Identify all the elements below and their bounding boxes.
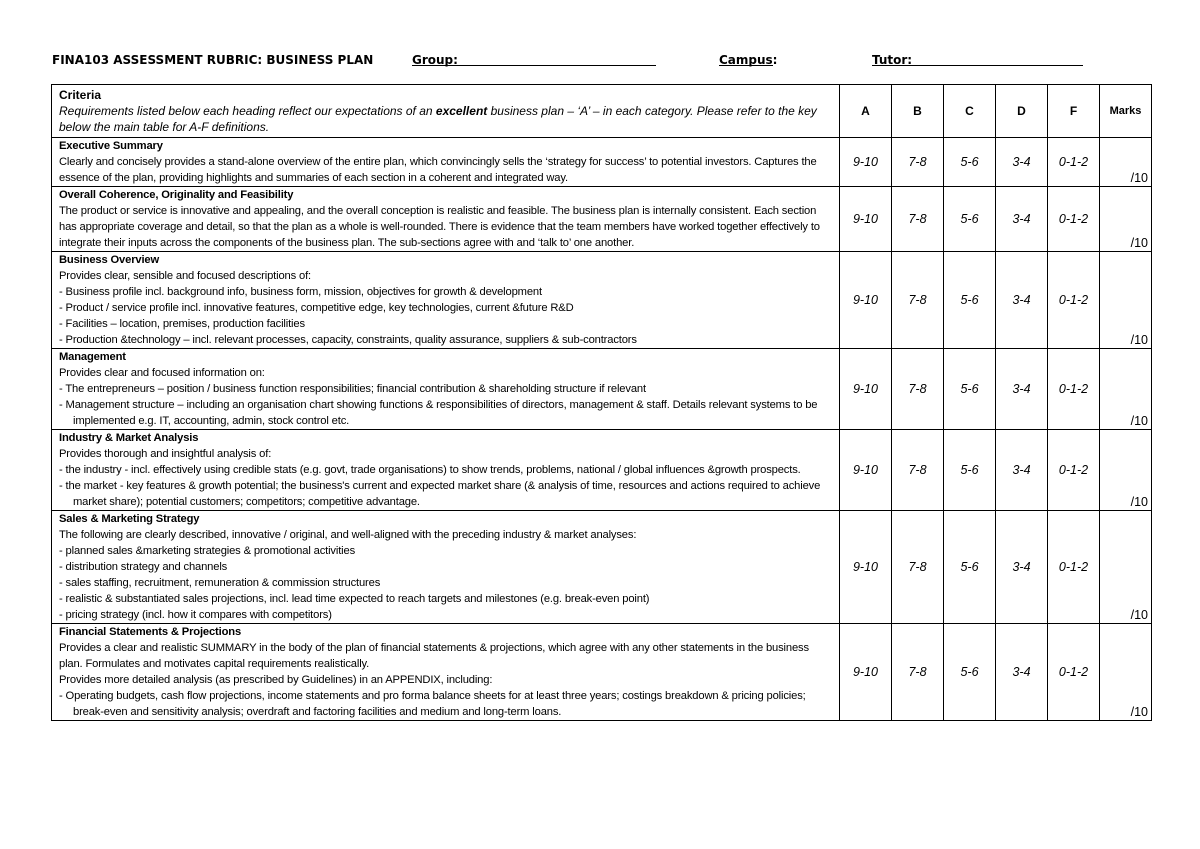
marks-cell[interactable]: /10	[1100, 430, 1152, 511]
marks-cell[interactable]: /10	[1100, 138, 1152, 187]
criteria-title: Industry & Market Analysis	[59, 432, 199, 444]
score-range-a: 9-10	[840, 138, 892, 187]
score-range-b: 7-8	[892, 511, 944, 624]
criteria-cell	[52, 430, 840, 511]
grade-header-d: D	[996, 85, 1048, 138]
score-range-b: 7-8	[892, 349, 944, 430]
campus-blank-line[interactable]	[719, 53, 773, 66]
criteria-bullet: - Business profile incl. background info, business form, mission, objectives for growth & development	[59, 286, 542, 298]
criteria-row	[52, 252, 1152, 349]
score-range-d: 3-4	[996, 624, 1048, 721]
criteria-cell	[52, 624, 840, 721]
criteria-row	[52, 624, 1152, 721]
marks-header: Marks	[1100, 85, 1152, 138]
criteria-bullet: - realistic & substantiated sales projections, incl. lead time expected to reach targets and milestones (e.g. break-even point)	[59, 593, 650, 605]
criteria-header: Criteria	[59, 88, 102, 102]
score-range-b: 7-8	[892, 138, 944, 187]
score-range-b: 7-8	[892, 624, 944, 721]
marks-cell[interactable]: /10	[1100, 252, 1152, 349]
score-range-b: 7-8	[892, 187, 944, 252]
criteria-intro-text: Requirements listed below each heading reflect our expectations of an	[59, 104, 436, 118]
score-range-d: 3-4	[996, 187, 1048, 252]
marks-cell[interactable]: /10	[1100, 511, 1152, 624]
criteria-title: Sales & Marketing Strategy	[59, 513, 200, 525]
criteria-title: Overall Coherence, Originality and Feasibility	[59, 189, 294, 201]
criteria-title: Business Overview	[59, 254, 160, 266]
score-range-d: 3-4	[996, 511, 1048, 624]
score-range-d: 3-4	[996, 138, 1048, 187]
criteria-bullet: - the industry - incl. effectively using credible stats (e.g. govt, trade organisations) to show trends, problems, national / global influences &growth prospects.	[59, 464, 801, 476]
score-range-a: 9-10	[840, 430, 892, 511]
document-title: FINA103 ASSESSMENT RUBRIC: BUSINESS PLAN	[52, 53, 374, 67]
score-range-f: 0-1-2	[1048, 430, 1100, 511]
score-range-c: 5-6	[944, 138, 996, 187]
score-range-c: 5-6	[944, 430, 996, 511]
score-range-a: 9-10	[840, 624, 892, 721]
criteria-bullet: - distribution strategy and channels	[59, 561, 228, 573]
criteria-bullet: - Product / service profile incl. innovative features, competitive edge, key technologies, current &future R&D	[59, 302, 574, 314]
score-range-f: 0-1-2	[1048, 138, 1100, 187]
grade-header-c: C	[944, 85, 996, 138]
criteria-description: Provides clear, sensible and focused descriptions of:	[59, 270, 311, 282]
score-range-f: 0-1-2	[1048, 624, 1100, 721]
score-range-f: 0-1-2	[1048, 349, 1100, 430]
criteria-bullet: - planned sales &marketing strategies & promotional activities	[59, 545, 356, 557]
rubric-table	[51, 84, 1152, 721]
score-range-a: 9-10	[840, 511, 892, 624]
table-header-row	[52, 85, 1152, 138]
group-blank-line[interactable]	[412, 53, 656, 66]
criteria-title: Financial Statements & Projections	[59, 626, 242, 638]
criteria-bullet: - the market - key features & growth potential; the business's current and expected market share (& analysis of time, resources and actions required to achieve market share); potential customers; competitors; competitive advantage.	[59, 480, 821, 508]
criteria-bullet: - sales staffing, recruitment, remuneration & commission structures	[59, 577, 381, 589]
criteria-description: Provides clear and focused information on:	[59, 367, 265, 379]
marks-cell[interactable]: /10	[1100, 624, 1152, 721]
score-range-a: 9-10	[840, 252, 892, 349]
tutor-blank-line[interactable]	[872, 53, 1083, 66]
criteria-intro-emphasis: excellent	[435, 104, 488, 118]
criteria-cell	[52, 511, 840, 624]
criteria-cell	[52, 349, 840, 430]
criteria-row	[52, 138, 1152, 187]
score-range-f: 0-1-2	[1048, 252, 1100, 349]
score-range-d: 3-4	[996, 349, 1048, 430]
criteria-row	[52, 430, 1152, 511]
marks-cell[interactable]: /10	[1100, 349, 1152, 430]
criteria-bullet: - Management structure – including an organisation chart showing functions & responsibilities of directors, management & staff. Details relevant systems to be implemented e.g. IT, accounting, admin, stock control etc.	[59, 399, 818, 427]
criteria-row	[52, 349, 1152, 430]
marks-cell[interactable]: /10	[1100, 187, 1152, 252]
criteria-description: The following are clearly described, innovative / original, and well-aligned with the preceding industry & market analyses:	[59, 529, 637, 541]
criteria-description: Provides thorough and insightful analysis of:	[59, 448, 272, 460]
score-range-c: 5-6	[944, 511, 996, 624]
criteria-intro-text-end: business plan – ‘A’ – in each category. Please refer to the key below the main table for A-F definitions.	[59, 104, 817, 134]
criteria-description: Clearly and concisely provides a stand-alone overview of the entire plan, which convincingly sells the ‘strategy for success’ to potential investors. Captures the essence of the plan, providing highlights and summaries of each section in a coherent and integrated way.	[59, 156, 817, 184]
criteria-bullet: - Facilities – location, premises, production facilities	[59, 318, 305, 330]
grade-header-b: B	[892, 85, 944, 138]
group-label: Group:	[412, 53, 458, 67]
score-range-f: 0-1-2	[1048, 511, 1100, 624]
score-range-c: 5-6	[944, 624, 996, 721]
grade-header-a: A	[840, 85, 892, 138]
grade-header-f: F	[1048, 85, 1100, 138]
score-range-a: 9-10	[840, 187, 892, 252]
criteria-description: Provides more detailed analysis (as prescribed by Guidelines) in an APPENDIX, including:	[59, 674, 493, 686]
score-range-d: 3-4	[996, 430, 1048, 511]
criteria-bullet: - The entrepreneurs – position / business function responsibilities; financial contribution & shareholding structure if relevant	[59, 383, 646, 395]
score-range-d: 3-4	[996, 252, 1048, 349]
criteria-title: Management	[59, 351, 126, 363]
criteria-bullet: - pricing strategy (incl. how it compares with competitors)	[59, 609, 332, 621]
tutor-label: Tutor:	[872, 53, 913, 67]
criteria-title: Executive Summary	[59, 140, 163, 152]
criteria-header-cell	[52, 85, 840, 138]
criteria-cell	[52, 252, 840, 349]
score-range-c: 5-6	[944, 349, 996, 430]
criteria-intro	[59, 103, 831, 135]
criteria-bullet: - Operating budgets, cash flow projections, income statements and pro forma balance sheets for at least three years; costings breakdown & pricing policies; break-even and sensitivity analysis; overdraft and factoring facilities and medium and long-term loans.	[59, 690, 806, 718]
criteria-description: The product or service is innovative and appealing, and the overall conception is realistic and feasible. The business plan is internally consistent. Each section has appropriate coverage and detail, so that the plan as a whole is well-rounded. There is evidence that the team members have worked together effectively to integrate their inputs across the components of the business plan. The sub-sections agree with and ‘talk to’ one another.	[59, 205, 820, 249]
score-range-b: 7-8	[892, 252, 944, 349]
campus-label: Campus:	[719, 53, 778, 67]
score-range-c: 5-6	[944, 252, 996, 349]
score-range-c: 5-6	[944, 187, 996, 252]
criteria-description: Provides a clear and realistic SUMMARY in the body of the plan of financial statements & projections, which agree with any other statements in the business plan. Formulates and motivates capital requirements realistically.	[59, 642, 809, 670]
score-range-f: 0-1-2	[1048, 187, 1100, 252]
criteria-row	[52, 511, 1152, 624]
criteria-bullet: - Production &technology – incl. relevant processes, capacity, constraints, quality assurance, suppliers & sub-contractors	[59, 334, 637, 346]
criteria-cell	[52, 138, 840, 187]
criteria-cell	[52, 187, 840, 252]
score-range-b: 7-8	[892, 430, 944, 511]
document-header	[52, 53, 1152, 73]
criteria-row	[52, 187, 1152, 252]
score-range-a: 9-10	[840, 349, 892, 430]
